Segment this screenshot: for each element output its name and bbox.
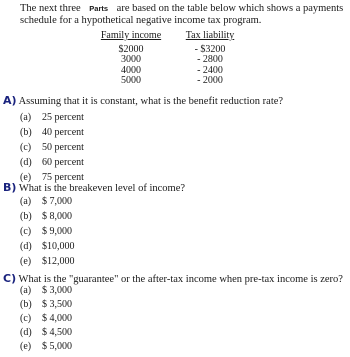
option-letter: (b): [20, 299, 32, 310]
option-a-b[interactable]: [20, 127, 84, 138]
option-text: $10,000: [42, 241, 75, 252]
handwritten-mark-a: A): [3, 94, 17, 107]
question-a-text: Assuming that it is constant, what is the benefit reduction rate?: [18, 96, 284, 107]
option-letter: (d): [20, 241, 32, 252]
option-letter: (b): [20, 127, 32, 138]
option-text: 40 percent: [42, 127, 84, 138]
option-text: $ 4,500: [42, 327, 72, 338]
option-a-a[interactable]: [20, 112, 84, 123]
option-b-d[interactable]: [20, 241, 75, 252]
option-c-c[interactable]: [20, 313, 72, 324]
option-letter: (c): [20, 226, 32, 237]
liability-cell: - 2400: [197, 64, 223, 76]
liability-cell: - 2000: [197, 75, 223, 87]
option-text: $ 9,000: [42, 226, 72, 237]
option-letter: (b): [20, 211, 32, 222]
option-text: 50 percent: [42, 142, 84, 153]
parts-label: Parts: [89, 4, 109, 13]
option-letter: (a): [20, 112, 32, 123]
income-cell: 4000: [121, 64, 141, 76]
option-c-b[interactable]: [20, 299, 72, 310]
intro-text-b: are based on the table below which shows a payments: [116, 3, 344, 14]
option-letter: (d): [20, 157, 32, 168]
liability-cell: - 2800: [197, 54, 223, 66]
option-b-b[interactable]: [20, 211, 72, 222]
option-letter: (e): [20, 341, 32, 352]
intro-line-1: [20, 3, 343, 14]
option-letter: (c): [20, 142, 32, 153]
option-text: 25 percent: [42, 112, 84, 123]
option-text: 75 percent: [42, 172, 84, 183]
option-b-c[interactable]: [20, 226, 72, 237]
option-text: $12,000: [42, 256, 75, 267]
option-letter: (e): [20, 256, 32, 267]
income-cell: $2000: [118, 43, 144, 55]
option-c-d[interactable]: [20, 327, 72, 338]
option-text: $ 5,000: [42, 341, 72, 352]
family-income-column: [100, 31, 162, 87]
question-c: [3, 272, 343, 285]
intro-line-2: schedule for a hypothetical negative income tax program.: [20, 15, 262, 26]
option-c-e[interactable]: [20, 341, 72, 352]
family-income-header: Family income: [100, 30, 162, 41]
question-b-text: What is the breakeven level of income?: [18, 183, 186, 194]
tax-liability-column: [178, 31, 242, 87]
option-text: $ 3,500: [42, 299, 72, 310]
intro-text-a: The next three: [20, 3, 81, 14]
liability-cell: - $3200: [194, 43, 226, 55]
option-letter: (c): [20, 313, 32, 324]
option-b-e[interactable]: [20, 256, 75, 267]
income-cell: 5000: [121, 75, 141, 87]
option-c-a[interactable]: [20, 285, 72, 296]
option-letter: (a): [20, 196, 32, 207]
income-cell: 3000: [121, 54, 141, 66]
question-c-text: What is the "guarantee" or the after-tax income when pre-tax income is zero?: [18, 274, 343, 285]
question-b: [3, 181, 185, 194]
option-b-a[interactable]: [20, 196, 72, 207]
option-text: $ 8,000: [42, 211, 72, 222]
question-a: [3, 94, 283, 107]
option-a-d[interactable]: [20, 157, 84, 168]
option-letter: (d): [20, 327, 32, 338]
option-text: 60 percent: [42, 157, 84, 168]
option-a-c[interactable]: [20, 142, 84, 153]
option-letter: (e): [20, 172, 32, 183]
tax-liability-header: Tax liability: [185, 30, 235, 41]
option-text: $ 7,000: [42, 196, 72, 207]
option-text: $ 4,000: [42, 313, 72, 324]
option-letter: (a): [20, 285, 32, 296]
handwritten-mark-b: B): [3, 181, 17, 194]
handwritten-mark-c: C): [3, 272, 17, 285]
option-text: $ 3,000: [42, 285, 72, 296]
